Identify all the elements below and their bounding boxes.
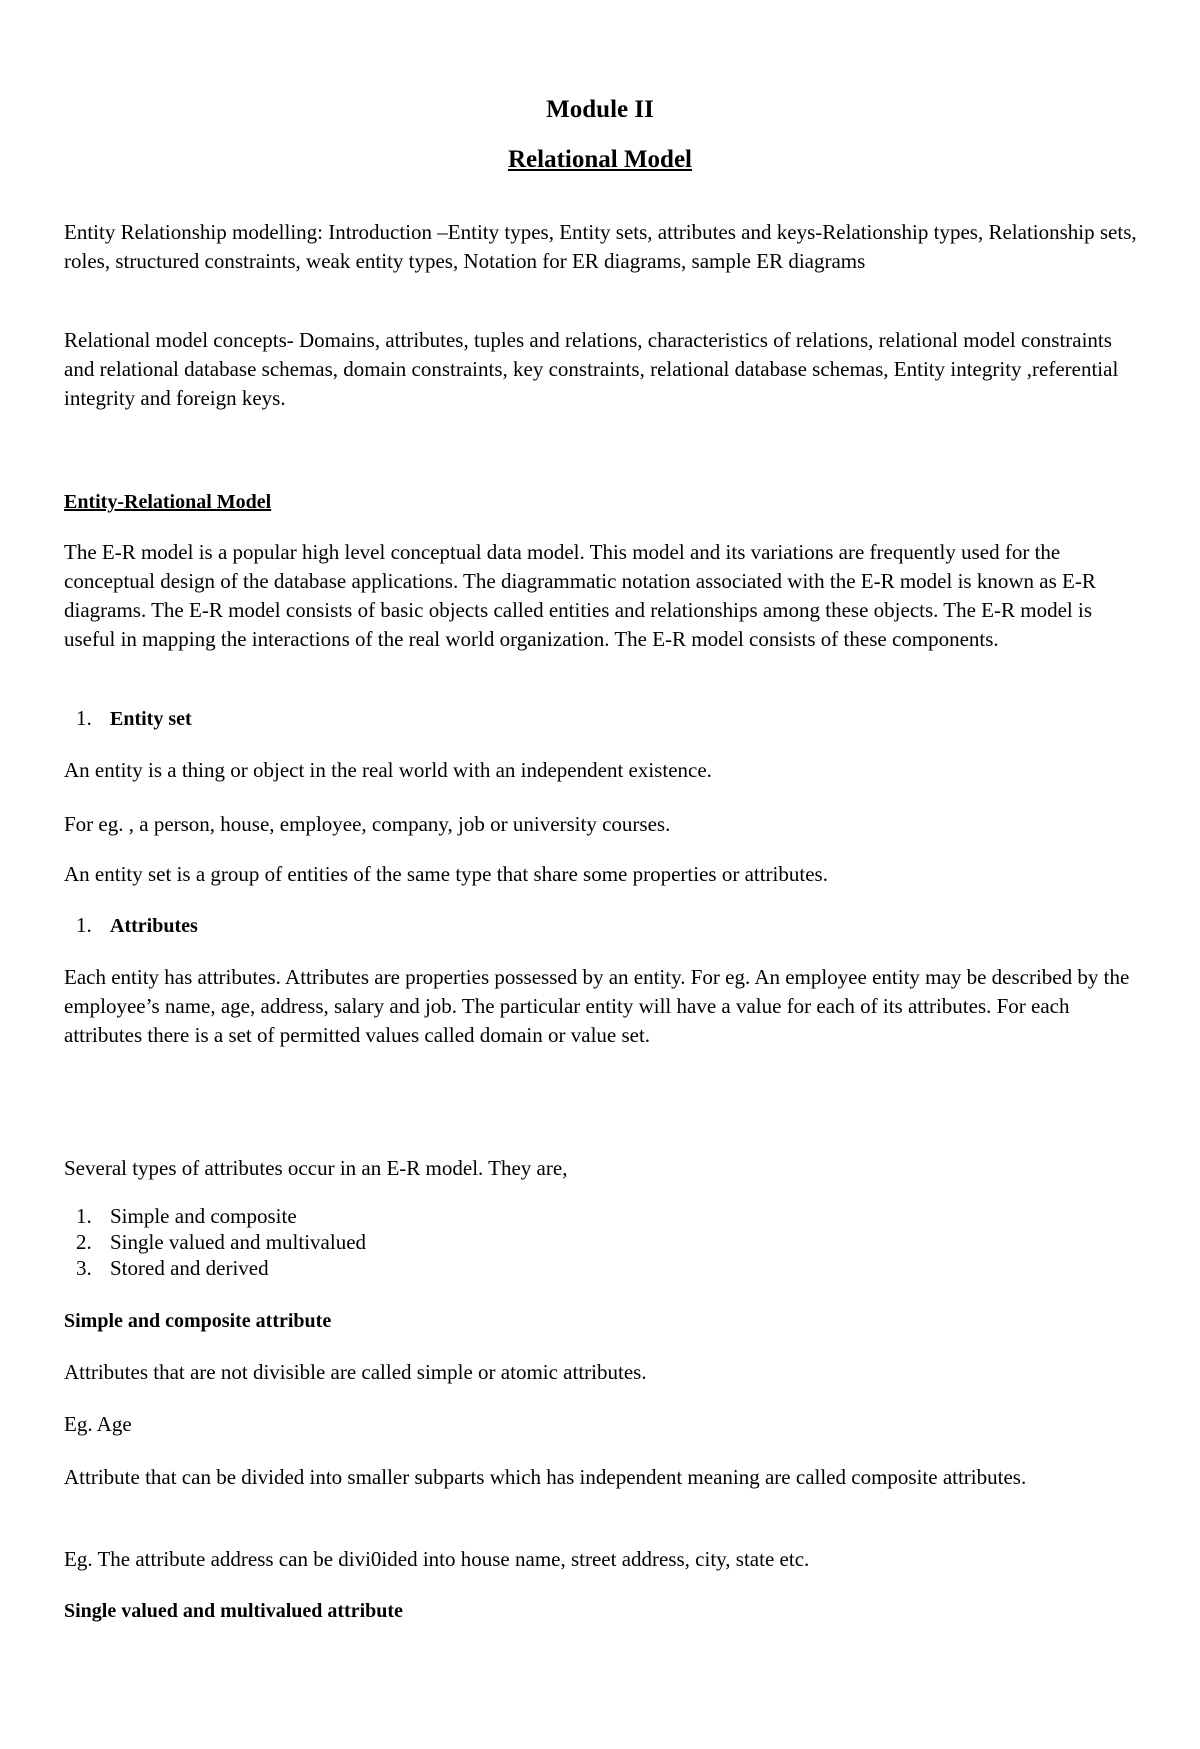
list-number: 2. [76,1230,92,1254]
list-item-attribute-type [64,1229,366,1255]
list-number: 3. [76,1256,92,1280]
composite-attribute-example: Eg. The attribute address can be divi0ided into house name, street address, city, state etc. [64,1547,810,1571]
er-intro-paragraph: The E-R model is a popular high level conceptual data model. This model and its variations are frequently used for the conceptual design of the database applications. The diagrammatic notation associated with the E-R model is known as E-R diagrams. The E-R model consists of basic objects called entities and relationships among these objects. The E-R model is useful in mapping the interactions of the real world organization. The E-R model consists of these components. [64,540,1096,651]
syllabus-paragraph-er: Entity Relationship modelling: Introduction –Entity types, Entity sets, attributes and keys-Relationship types, Relationship sets, roles, structured constraints, weak entity types, Notation for ER diagrams, sample ER diagrams [64,220,1137,273]
simple-attribute-example: Eg. Age [64,1412,132,1436]
list-label: Single valued and multivalued [110,1230,367,1254]
entity-example: For eg. , a person, house, employee, company, job or university courses. [64,812,671,836]
list-item-attributes [64,912,198,939]
list-label: Attributes [110,915,198,937]
list-label: Stored and derived [110,1256,269,1280]
list-label: Simple and composite [110,1204,297,1228]
list-number: 1. [76,1204,92,1228]
module-title: Module II [546,96,654,123]
syllabus-paragraph-relational: Relational model concepts- Domains, attributes, tuples and relations, characteristics of relations, relational model constraints and relational database schemas, domain constraints, key constraints, relational database schemas, Entity integrity ,referential integrity and foreign keys. [64,328,1119,410]
attributes-description: Each entity has attributes. Attributes are properties possessed by an entity. For eg. An employee entity may be described by the employee’s name, age, address, salary and job. The particular entity will have a value for each of its attributes. For each attributes there is a set of permitted values called domain or value set. [64,965,1130,1047]
simple-attribute-definition: Attributes that are not divisible are called simple or atomic attributes. [64,1360,647,1384]
section-heading-er-model: Entity-Relational Model [64,491,272,513]
entity-set-definition: An entity set is a group of entities of the same type that share some properties or attributes. [64,862,828,886]
list-item-attribute-type [64,1255,269,1281]
heading-single-multivalued: Single valued and multivalued attribute [64,1600,403,1622]
list-number: 1. [76,913,92,937]
composite-attribute-definition: Attribute that can be divided into smaller subparts which has independent meaning are called composite attributes. [64,1465,1027,1489]
module-subtitle: Relational Model [507,146,692,173]
list-number: 1. [76,706,92,730]
list-item-attribute-type [64,1203,297,1229]
entity-definition: An entity is a thing or object in the real world with an independent existence. [64,758,712,782]
list-label: Entity set [110,708,192,730]
attribute-types-intro: Several types of attributes occur in an E-R model. They are, [64,1156,568,1180]
heading-simple-composite: Simple and composite attribute [64,1310,332,1332]
list-item-entity-set [64,705,192,732]
